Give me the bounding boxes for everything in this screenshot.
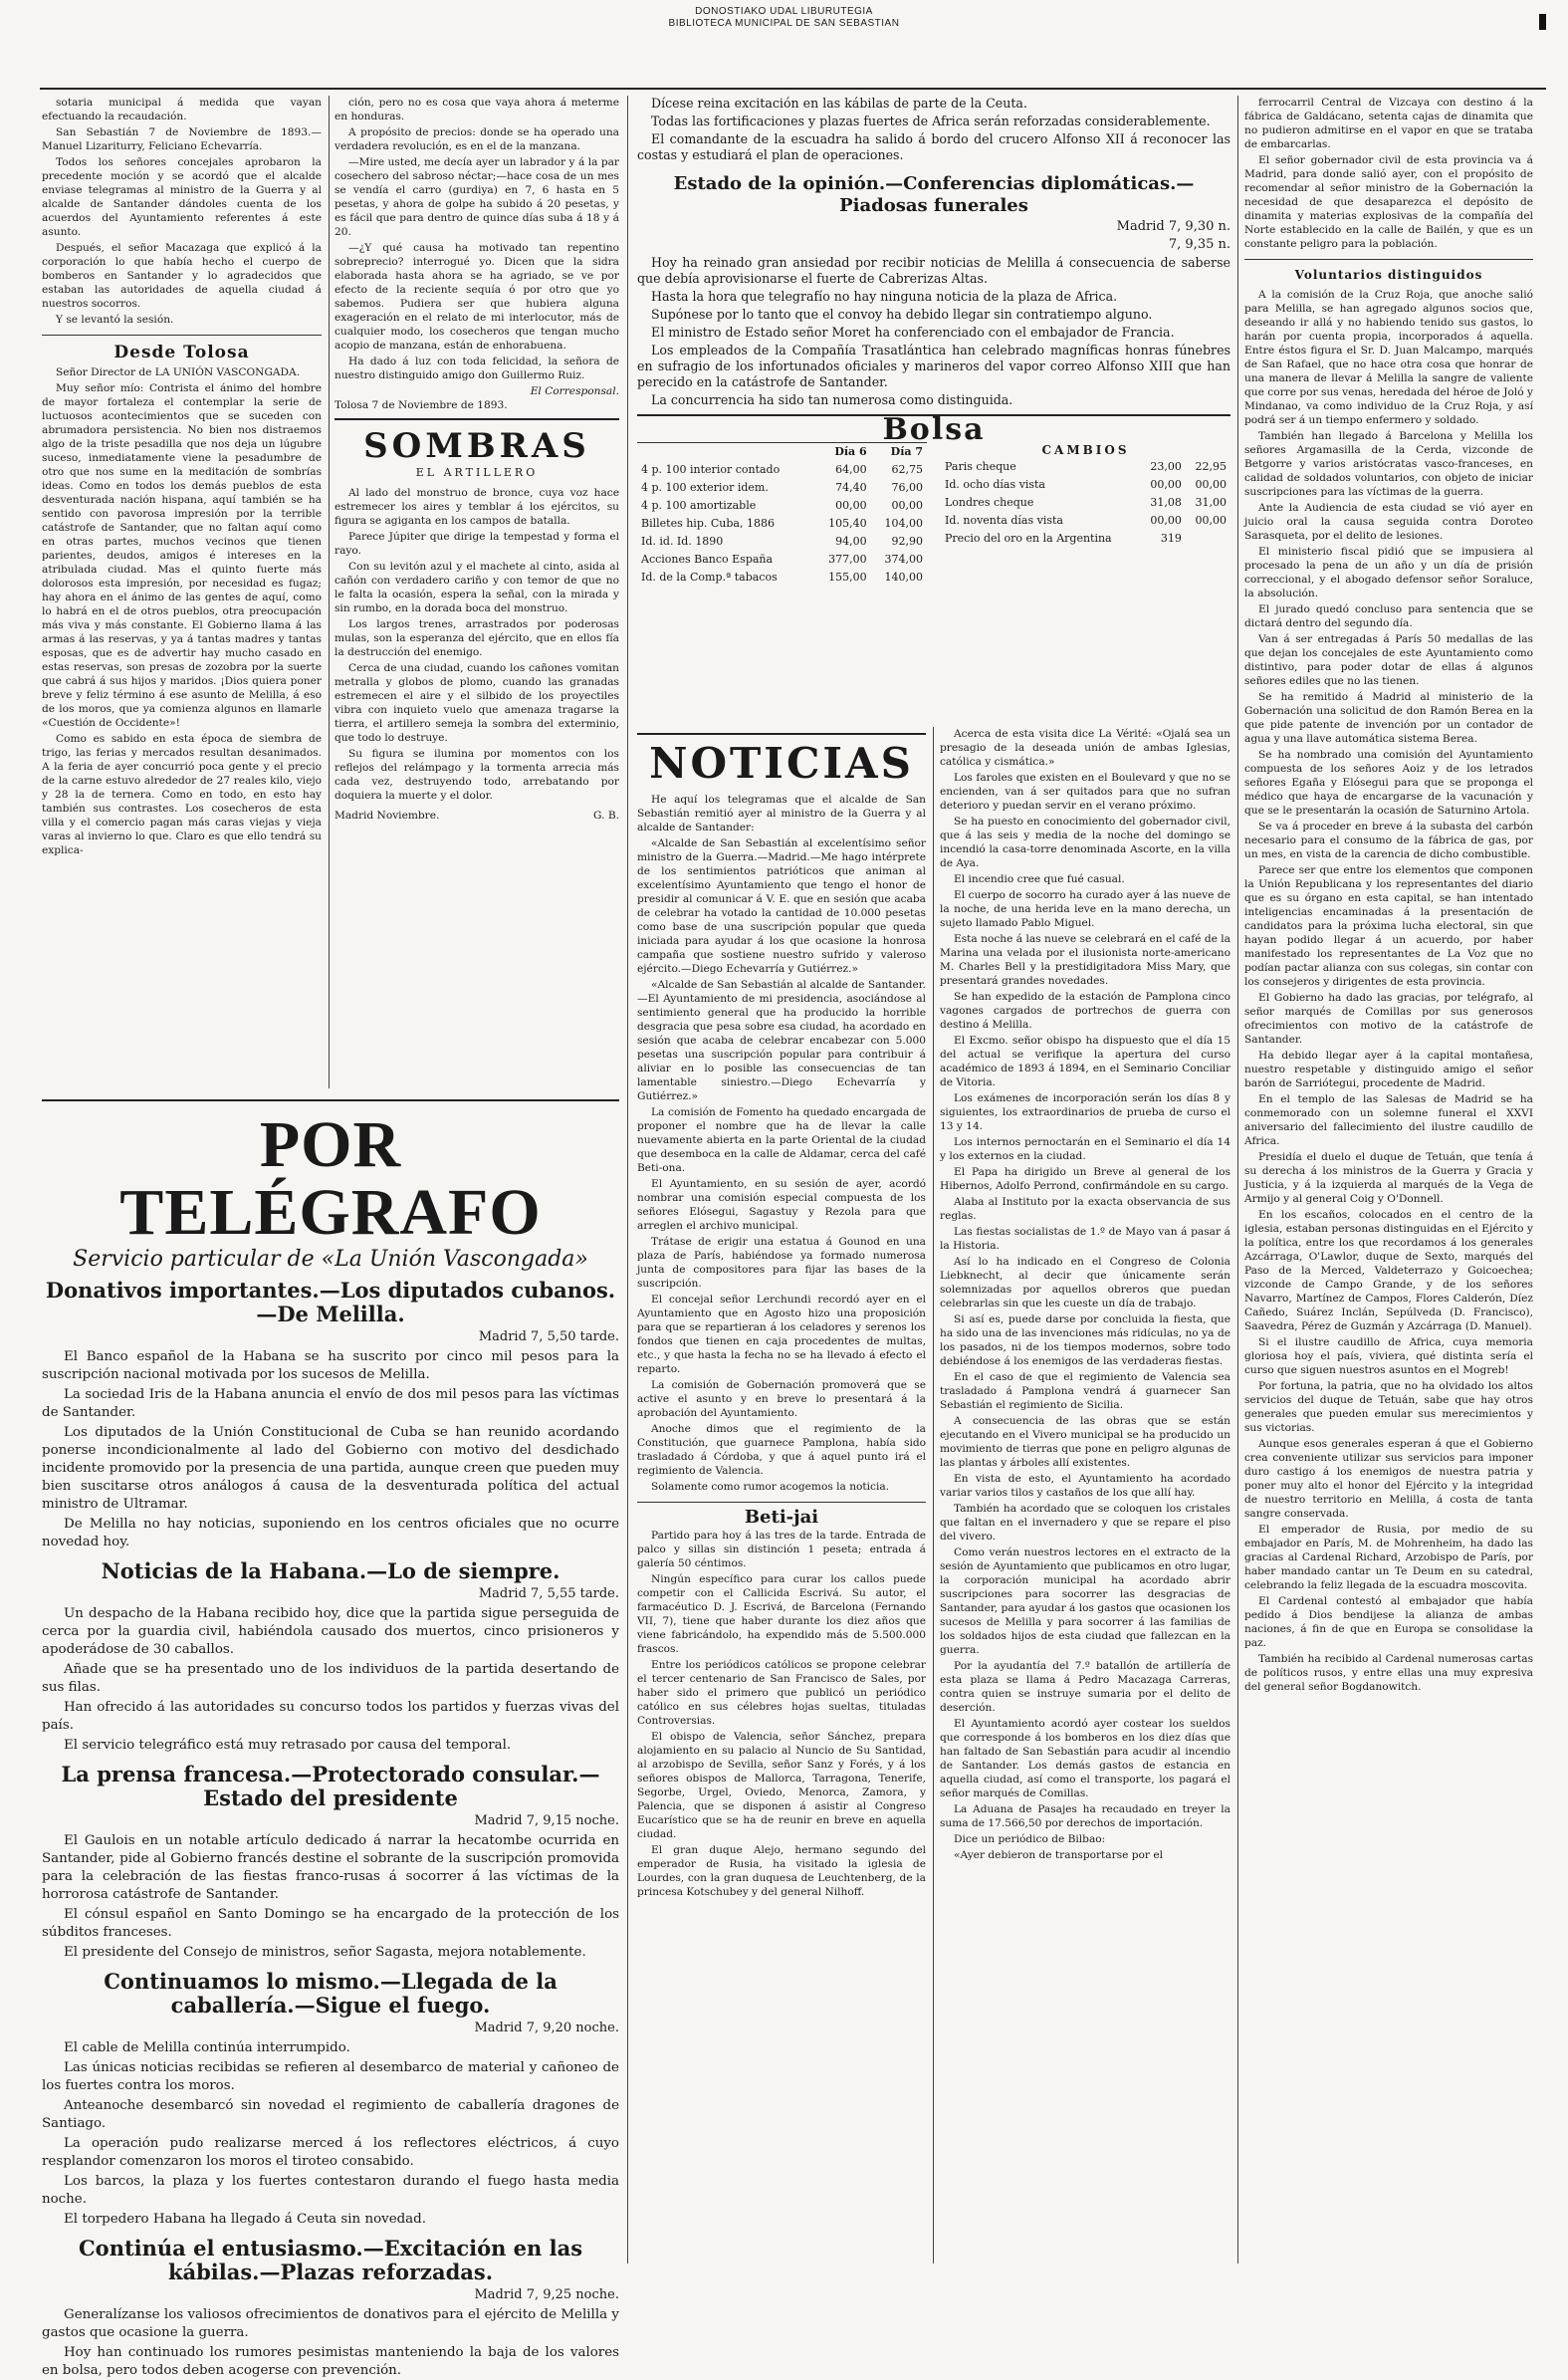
paragraph: Se ha nombrado una comisión del Ayuntamiento compuesta de los señores Aoiz y de los letrados señores Egaña y Elósegui para que se proponga el médico que haya de encargarse de la vacunación y que se le presentarán la ocasión de Saturnino Artola. [1244, 749, 1533, 817]
sombras-body [335, 486, 619, 803]
cambios-cell: 31,08 [1150, 496, 1182, 509]
telegram-paragraph: El cónsul español en Santo Domingo se ha encargado de la protección de los súbditos franceses. [42, 1907, 619, 1940]
paragraph: —¿Y qué causa ha motivado tan repentino sobreprecio? interrogué yo. Dicen que la sidra elaborada hasta ahora se ha agriado, se ve por efecto de la reciente sequía ó por otro que yo sabemos. Pudiera ser que hubiera alguna exageración en el relato de mi interlocutor, más de cualquier modo, los cosecheros que tengan mucho acopio de manzana, están de enhorabuena. [335, 242, 619, 352]
cambios-cell: Precio del oro en la Argentina [945, 532, 1112, 545]
telegram-paragraph: Hoy han continuado los rumores pesimistas manteniendo la baja de los valores en bolsa, pero todos deben acogerse con prevención. [42, 2345, 619, 2378]
bolsa-cell: 155,00 [828, 571, 867, 584]
telegram-dateline: Madrid 7, 9,15 noche. [474, 1813, 619, 1828]
telegram-paragraph: Anteanoche desembarcó sin novedad el regimiento de caballería dragones de Santiago. [42, 2098, 619, 2131]
divider [42, 335, 322, 336]
bolsa-row [637, 569, 927, 587]
bolsa-table-header [637, 443, 927, 461]
bolsa-cell: Id. id. Id. 1890 [641, 535, 724, 548]
paragraph: El ministro de Estado señor Moret ha conferenciado con el embajador de Francia. [651, 325, 1175, 340]
paragraph: En el templo de las Salesas de Madrid se ha conmemorado con un solemne funeral el XXVI aniversario del fallecimiento del ilustre caudillo de Africa. [1244, 1093, 1533, 1147]
column-3-top-body [637, 96, 1231, 163]
paragraph: Si así es, puede darse por concluida la fiesta, que ha sido una de las invenciones más ridículas, no ya de los pasados, ni de los tiempos modernos, sobre todo debiéndose á los enemigos de las verdaderas fiestas. [940, 1313, 1231, 1367]
bolsa-row [637, 533, 927, 551]
bolsa-row [637, 551, 927, 569]
cambios-row [941, 458, 1231, 476]
paragraph: La comisión de Fomento ha quedado encargada de proponer el nombre que ha de llevar la calle nuevamente abierta en la parte Oriental de la ciudad que desemboca en la calle de Aldamar, cerca del café Beti-ona. [637, 1106, 926, 1174]
paragraph: Ha dado á luz con toda felicidad, la señora de nuestro distinguido amigo don Guillermo Ruiz. [335, 356, 619, 381]
paragraph: Las fiestas socialistas de 1.º de Mayo van á pasar á la Historia. [940, 1226, 1231, 1252]
bolsa-cell: 94,00 [835, 535, 867, 548]
estado-dateline-1: Madrid 7, 9,30 n. [1116, 219, 1231, 234]
cambios-row [941, 476, 1231, 494]
paragraph: Anoche dimos que el regimiento de la Constitución, que guarnece Pamplona, había sido trasladado á Córdoba, y que á aquel punto irá el regimiento de Valencia. [637, 1423, 926, 1477]
bolsa-cell: 140,00 [884, 571, 923, 584]
cambios-cell: Londres cheque [945, 496, 1034, 509]
edge-mark [1539, 14, 1546, 30]
telegram-dateline: Madrid 7, 9,25 noche. [474, 2287, 619, 2302]
paragraph: Parece Júpiter que dirige la tempestad y forma el rayo. [335, 531, 619, 557]
correspondent-signature: El Corresponsal. [530, 385, 619, 397]
paragraph: El obispo de Valencia, señor Sánchez, prepara alojamiento en su palacio al Nuncio de Su Santidad, al arzobispo de Sevilla, señor Sanz y Forés, y á los señores obispos de Mallorca, Tarragona, Tenerife, Segorbe, Urgel, Oviedo, Menorca, Zamora, y Palencia, que se disponen á asistir al Congreso Eucarístico que se ha de reunir en breve en aquella ciudad. [637, 1731, 926, 1840]
bolsa-row [637, 479, 927, 497]
beti-jai-body [637, 1529, 926, 1899]
paragraph: Ante la Audiencia de esta ciudad se vió ayer en juicio oral la causa seguida contra Doroteo Sarasqueta, por el delito de lesiones. [1244, 502, 1533, 542]
cambios-cell: Id. ocho días vista [945, 478, 1045, 491]
telegram-paragraph: El torpedero Habana ha llegado á Ceuta sin novedad. [64, 2212, 426, 2227]
telegram-paragraph: Los barcos, la plaza y los fuertes contestaron durando el fuego hasta media noche. [42, 2174, 619, 2207]
telegram-paragraph: Los diputados de la Unión Constitucional de Cuba se han reunido acordando ponerse incondicionalmente al lado del Gobierno con motivo del desdichado incidente promovido por la presencia de una partida, aunque creen que pueden muy bien suscitarse otros análogos á causa de la desventurada política del actual ministro de Ultramar. [42, 1425, 619, 1512]
paragraph: En vista de esto, el Ayuntamiento ha acordado variar varios tilos y castaños de los que allí hay. [940, 1473, 1231, 1499]
paragraph: También ha acordado que se coloquen los cristales que faltan en el invernadero y que se repare el piso del vivero. [940, 1503, 1231, 1543]
paragraph: El concejal señor Lerchundi recordó ayer en el Ayuntamiento que en Agosto hizo una proposición para que se repartieran á los celadores y serenos los fondos que tienen en caja procedentes de multas, etc., y que hasta la fecha no se ha llevado á efecto el reparto. [637, 1294, 926, 1375]
column-2 [335, 96, 619, 1083]
column-5 [940, 727, 1231, 2263]
estado-dateline-2: 7, 9,35 n. [1168, 237, 1231, 252]
cambios-cell: 00,00 [1150, 478, 1182, 491]
column-rule [329, 96, 330, 1088]
telegram-paragraph: Las únicas noticias recibidas se refieren al desembarco de material y cañoneo de los fuertes contra los moros. [42, 2060, 619, 2093]
paragraph: Los exámenes de incorporación serán los días 8 y siguientes, los extraordinarios de prueba de curso el 13 y 14. [940, 1092, 1231, 1132]
paragraph: Por fortuna, la patria, que no ha olvidado los altos servicios del duque de Tetuán, sabe que hay otros generales que pueden emular sus merecimientos y sus victorias. [1244, 1380, 1533, 1434]
paragraph: Por la ayudantía del 7.º batallón de artillería de esta plaza se llama á Pedro Macazaga Carreras, contra quien se instruye sumaria por el delito de deserción. [940, 1660, 1231, 1714]
cambios-cell: 00,00 [1195, 478, 1227, 491]
bolsa-cell: 4 p. 100 amortizable [641, 499, 757, 512]
bolsa-table-body [637, 461, 927, 587]
column-2-body [335, 96, 619, 382]
paragraph: Así lo ha indicado en el Congreso de Colonia Liebknecht, al decir que únicamente serán solemnizadas por aquellos obreros que puedan celebrarlas sin que les cueste un día de trabajo. [940, 1256, 1231, 1309]
paragraph: «Ayer debieron de transportarse por el [954, 1849, 1164, 1861]
paragraph: El jurado quedó concluso para sentencia que se dictará dentro del segundo día. [1244, 603, 1533, 629]
bolsa-cell: 00,00 [835, 499, 867, 512]
paragraph: Supónese por lo tanto que el convoy ha debido llegar sin contratiempo alguno. [651, 307, 1153, 322]
paragraph: Parece ser que entre los elementos que componen la Unión Republicana y los representantes del diario que es su órgano en esta capital, se han intentado inteligencias encaminadas á la presentación de candidatos para la próxima lucha electoral, sin que hayan podido llegar á un acuerdo, por haber manifestado los representantes de La Voz que no podían pactar alianza con sus colegas, sin contar con los consejeros y dirigentes de esta provincia. [1244, 864, 1533, 988]
divider [1244, 259, 1533, 260]
cambios-row [941, 512, 1231, 530]
bolsa-cell: 4 p. 100 interior contado [641, 463, 781, 476]
paragraph: Dícese reina excitación en las kábilas de parte de la Ceuta. [651, 96, 1027, 111]
paragraph: A consecuencia de las obras que se están ejecutando en el Vivero municipal se ha producido un movimiento de tierras que pone en peligro algunas de las plantas y árboles allí existentes. [940, 1415, 1231, 1469]
cambios-row [941, 530, 1231, 548]
paragraph: También han llegado á Barcelona y Melilla los señores Argamasilla de la Cerda, vizconde de Betgorre y varios aristócratas vasco-franceses, en calidad de soldados voluntarios, con objeto de iniciar suscripciones para las víctimas de la guerra. [1244, 430, 1533, 498]
paragraph: Alaba al Instituto por la exacta observancia de sus reglas. [940, 1196, 1231, 1222]
paragraph: Señor Director de LA UNIÓN VASCONGADA. [56, 366, 301, 378]
column-rule [933, 727, 934, 2263]
paragraph: Los largos trenes, arrastrados por poderosas mulas, son la esperanza del ejército, que en ellos fía la destrucción del enemigo. [335, 618, 619, 658]
bolsa-column-header [637, 443, 814, 461]
bolsa-row [637, 461, 927, 479]
cambios-cell: 319 [1160, 532, 1182, 545]
paragraph: El comandante de la escuadra ha salido á bordo del crucero Alfonso XII á reconocer las costas y estudiará el plan de operaciones. [637, 131, 1231, 162]
paragraph: Los faroles que existen en el Boulevard y que no se encienden, van á ser quitados para que no sufran deterioro y puedan servir en el verano próximo. [940, 772, 1231, 812]
paragraph: El Ayuntamiento acordó ayer costear los sueldos que corresponde á los bomberos en los diez días que han faltado de San Sebastián para acudir al incendio de Santander. Los demás gastos de estancia en aquella ciudad, así como el transporte, los pagará el señor marqués de Comillas. [940, 1718, 1231, 1799]
bolsa-cell: 64,00 [835, 463, 867, 476]
telegram-paragraph: De Melilla no hay noticias, suponiendo en los centros oficiales que no ocurre novedad hoy. [42, 1517, 619, 1549]
telegram-heading: La prensa francesa.—Protectorado consular.—Estado del presidente [61, 1762, 600, 1810]
bolsa-table-wrap [637, 442, 927, 587]
telegram-heading: Continúa el entusiasmo.—Excitación en las kábilas.—Plazas reforzadas. [78, 2236, 583, 2284]
column-6-top-body [1244, 96, 1533, 251]
telegram-paragraph: La sociedad Iris de la Habana anuncia el envío de dos mil pesos para las víctimas de Santander. [42, 1387, 619, 1420]
library-stamp-line1: DONOSTIAKO UDAL LIBURUTEGIA [695, 6, 873, 17]
divider [637, 1502, 926, 1503]
bolsa-cell: 74,40 [835, 481, 867, 494]
paragraph: Los empleados de la Compañía Trasatlántica han celebrado magníficas honras fúnebres en sufragio de los infortunados oficiales y marineros del vapor correo Alfonso XIII que han perecido en la catástrofe de Santander. [637, 343, 1231, 389]
paragraph: Entre los periódicos católicos se propone celebrar el tercer centenario de San Francisco de Sales, por haber sido el primero que publicó un periódico católico en sus célebres hojas sueltas, tituladas Controversias. [637, 1659, 926, 1727]
telegram-heading: Donativos importantes.—Los diputados cubanos.—De Melilla. [45, 1278, 616, 1326]
paragraph: En el caso de que el regimiento de Valencia sea trasladado á Pamplona vendrá á guarnecer San Sebastián el regimiento de Sicilia. [940, 1371, 1231, 1411]
paragraph: «Alcalde de San Sebastián al alcalde de Santander.—El Ayuntamiento de mi presidencia, asociándose al sentimiento general que ha producido la horrible desgracia que pesa sobre esa ciudad, ha acordado en sesión que acaba de celebrar encabezar con 5.000 pesetas una suscripción popular para contribuir á aliviar en lo posible las consecuencias de tan lamentable siniestro.—Diego Echevarría y Gutiérrez.» [637, 979, 926, 1102]
cambios-row [941, 494, 1231, 512]
bolsa-row [637, 497, 927, 515]
desde-tolosa-heading: Desde Tolosa [113, 343, 250, 362]
paragraph: —Mire usted, me decía ayer un labrador y á la par cosechero del sabroso néctar;—hace cosa de un mes se vendía el carro (gurdiya) en 7, 6 hasta en 5 pesetas, y ahora de golpe ha subido á 20 pesetas, y es fácil que para dentro de quince días suba á 18 y á 20. [335, 156, 619, 238]
telegram-heading: Continuamos lo mismo.—Llegada de la caballería.—Sigue el fuego. [104, 1969, 558, 2018]
telegram-paragraph: Han ofrecido á las autoridades su concurso todos los partidos y fuerzas vivas del país. [42, 1700, 619, 1733]
bolsa-table [637, 443, 927, 587]
paragraph: Ha debido llegar ayer á la capital montañesa, nuestro respetable y distinguido amigo el señor barón de Sarriótegui, procedente de Madrid. [1244, 1050, 1533, 1089]
paragraph: Como verán nuestros lectores en el extracto de la sesión de Ayuntamiento que publicamos en otro lugar, la corporación municipal ha acordado abrir suscripciones para socorrer las desgracias de Santander, para ayudar á los gastos que ocasionen los sucesos de Melilla y para socorrer á las familias de los soldados hijos de esta ciudad que fallezcan en la guerra. [940, 1547, 1231, 1656]
paragraph: El Papa ha dirigido un Breve al general de los Hibernos, Adolfo Perrond, confirmándole en su cargo. [940, 1166, 1231, 1192]
paragraph: He aquí los telegramas que el alcalde de San Sebastián remitió ayer al ministro de la Guerra y al alcalde de Santander: [637, 794, 926, 833]
paragraph: «Alcalde de San Sebastián al excelentísimo señor ministro de la Guerra.—Madrid.—Me hago intérprete de los sentimientos patrióticos que animan al excelentísimo Ayuntamiento que tengo el honor de presidir al comunicar á V. E. que en sesión que acaba de celebrar ha votado la cantidad de 10.000 pesetas como base de una suscripción popular que queda iniciada para ayudar á los que ocasione la honrosa campaña que sostiene nuestro sufrido y valeroso ejército.—Diego Echevarría y Gutiérrez.» [637, 837, 926, 975]
telegram-dateline: Madrid 7, 9,20 noche. [474, 2021, 619, 2035]
divider [42, 1099, 619, 1101]
paragraph: El Cardenal contestó al embajador que había pedido á Dios bendijese la alianza de ambas naciones, á fin de que en Europa se consolidase la paz. [1244, 1595, 1533, 1649]
cambios-cell: 31,00 [1195, 496, 1227, 509]
paragraph: El Ayuntamiento, en su sesión de ayer, acordó nombrar una comisión especial compuesta de los señores Elósegui, Sagastuy y Rezola para que arreglen el archivo municipal. [637, 1178, 926, 1232]
bolsa-cell: 76,00 [891, 481, 923, 494]
paragraph: Partido para hoy á las tres de la tarde. Entrada de palco y sillas sin distinción 1 peseta; entrada á galería 50 céntimos. [637, 1530, 926, 1569]
column-rule [627, 96, 628, 2263]
bolsa-row [637, 515, 927, 533]
noticias-body [637, 793, 926, 1494]
column-6 [1244, 96, 1533, 2263]
cambios-table-body [941, 458, 1231, 548]
cambios-table [941, 458, 1231, 548]
bolsa-cell: 00,00 [891, 499, 923, 512]
paragraph: Se ha remitido á Madrid al ministerio de la Gobernación una solicitud de don Ramón Berea en la que pide patente de invención por un contador de agua y una llave automática sistema Berea. [1244, 691, 1533, 745]
por-telegrafo-title: POR TELÉGRAFO [119, 1108, 542, 1249]
paragraph: Hasta la hora que telegrafío no hay ninguna noticia de la plaza de Africa. [651, 289, 1118, 304]
paragraph: Su figura se ilumina por momentos con los reflejos del relámpago y la tormenta arrecia más cada vez, destruyendo todo, arrebatando por doquiera la muerte y el dolor. [335, 748, 619, 802]
estado-body [637, 255, 1231, 408]
telegram-paragraph: La operación pudo realizarse merced á los reflectores eléctricos, á cuyo resplandor comenzaron los moros el tiroteo consabido. [42, 2136, 619, 2169]
paragraph: Acerca de esta visita dice La Vérité: «Ojalá sea un presagio de la deseada unión de ambas Iglesias, católica y cismática.» [940, 728, 1231, 768]
paragraph: sotaria municipal á medida que vayan efectuando la recaudación. [42, 97, 322, 122]
paragraph: Si el ilustre caudillo de Africa, cuya memoria gloriosa hoy el país, viviera, qué distinta sería el curso que siguen nuestros asuntos en el Mogreb! [1244, 1336, 1533, 1376]
paragraph: El emperador de Rusia, por medio de su embajador en París, M. de Mohrenheim, ha dado las gracias al Cardenal Richard, Arzobispo de París, por haber mandado cantar un Te Deum en su catedral, celebrando la feliz llegada de la escuadra moscovita. [1244, 1524, 1533, 1591]
bolsa-column-header: Día 6 [834, 445, 867, 458]
paragraph: Solamente como rumor acogemos la noticia. [651, 1481, 890, 1493]
paragraph: Dice un periódico de Bilbao: [954, 1833, 1106, 1845]
cambios-cell: Paris cheque [945, 460, 1016, 473]
paragraph: Van á ser entregadas á París 50 medallas de las que dejan los concejales de este Ayuntamiento como distintivo, para poder dotar de ellas á algunos señores ediles que no las tienen. [1244, 633, 1533, 687]
paragraph: Se han expedido de la estación de Pamplona cinco vagones cargados de portrechos de guerra con destino á Melilla. [940, 991, 1231, 1031]
divider [637, 733, 926, 735]
bolsa-cell: 105,40 [828, 517, 867, 530]
cambios-cell: 23,00 [1150, 460, 1182, 473]
telegram-paragraph: Generalízanse los valiosos ofrecimientos de donativos para el ejército de Melilla y gastos que ocasione la guerra. [42, 2307, 619, 2340]
sombras-footer [335, 809, 619, 823]
voluntarios-body [1244, 288, 1533, 1694]
bolsa-cell: 374,00 [884, 553, 923, 566]
paragraph: Después, el señor Macazaga que explicó á la corporación lo que había hecho el cuerpo de bomberos en Santander y lo agradecidos que estaban las autoridades de aquella ciudad á nuestros socorros. [42, 242, 322, 310]
paragraph: El gran duque Alejo, hermano segundo del emperador de Rusia, ha visitado la iglesia de Lourdes, con la gran duquesa de Leuchtenberg, de la princesa Kotschubey y del general Nilhoff. [637, 1844, 926, 1898]
paragraph: Todos los señores concejales aprobaron la precedente moción y se acordó que el alcalde enviase telegramas al ministro de la Guerra y al alcalde de Santander dándoles cuenta de los acuerdos del Ayuntamiento referentes á este asunto. [42, 156, 322, 238]
telegrafo-sections [42, 1279, 619, 2380]
paragraph: La Aduana de Pasajes ha recaudado en treyer la suma de 17.566,50 por derechos de importación. [940, 1803, 1231, 1829]
paragraph: El incendio cree que fué casual. [954, 873, 1125, 885]
telegram-heading: Noticias de la Habana.—Lo de siempre. [101, 1558, 560, 1583]
paragraph: El cuerpo de socorro ha curado ayer á las nueve de la noche, de una herida leve en la mano derecha, un sujeto llamado Pablo Miguel. [940, 889, 1231, 929]
el-artillero-subheading: EL ARTILLERO [415, 466, 539, 479]
paragraph: En los escaños, colocados en el centro de la iglesia, estaban personas distinguidas en el Ejército y la política, entre los que recordamos á los generales Azcárraga, O'Lawlor, duque de Sexto, marqués del Paso de la Merced, Valdeterrazo y Goicoechea; vizconde de Campo Grande, y de los señores Navarro, Martínez de Campos, Flores Calderón, Díez Cañedo, Suárez Inclán, Sepúlveda (D. Francisco), Saavedra, Pérez de Guzmán y Azcárraga (D. Manuel). [1244, 1209, 1533, 1332]
desde-tolosa-body [42, 365, 322, 857]
telegram-paragraph: El cable de Melilla continúa interrumpido. [64, 2040, 350, 2055]
paragraph: ción, pero no es cosa que vaya ahora á meterme en honduras. [335, 97, 619, 122]
paragraph: Ningún específico para curar los callos puede competir con el Callicida Escrivá. Su autor, el farmacéutico D. J. Escrivá, de Barcelona (Fernando VII, 7), tiene que haber durante los diez años que viene fabricándolo, ha expendido más de 5.500.000 frascos. [637, 1573, 926, 1655]
cambios-cell [1186, 530, 1231, 548]
paragraph: También ha recibido al Cardenal numerosas cartas de políticos rusos, y entre ellas una muy expresiva del general señor Bogdanowitch. [1244, 1653, 1533, 1693]
por-telegrafo-section [42, 1093, 619, 2378]
library-stamp-line2: BIBLIOTECA MUNICIPAL DE SAN SEBASTIAN [668, 18, 900, 29]
paragraph: ferrocarril Central de Vizcaya con destino á la fábrica de Galdácano, setenta cajas de dinamita que no pudieron admitirse en el vapor en que se trataba de embarcarlas. [1244, 97, 1533, 150]
column-5-body [940, 727, 1231, 1862]
cambios-cell: 00,00 [1195, 514, 1227, 527]
top-rule [40, 88, 1546, 90]
bolsa-cell: 4 p. 100 exterior idem. [641, 481, 769, 494]
paragraph: El Gobierno ha dado las gracias, por telégrafo, al señor marqués de Comillas por sus generosos ofrecimientos con motivo de la catástrofe de Santander. [1244, 992, 1533, 1046]
noticias-column [637, 727, 926, 2263]
column-3-top [637, 96, 1231, 720]
paragraph: El ministerio fiscal pidió que se impusiera al procesado la pena de un año y un día de prisión correccional, y el abogado defensor señor Soraluce, la absolución. [1244, 546, 1533, 599]
sombras-signature: G. B. [593, 810, 619, 822]
paragraph: A propósito de precios: donde se ha operado una verdadera revolución, es en el de la manzana. [335, 126, 619, 152]
bolsa-cell: Billetes hip. Cuba, 1886 [641, 517, 775, 530]
cambios-table-wrap [941, 442, 1231, 587]
paragraph: El señor gobernador civil de esta provincia va á Madrid, para donde salió ayer, con el propósito de recomendar al señor ministro de la Gobernación la necesidad de que desaparezca el depósito de dinamita y materias explosivas de la compañía del Norte establecido en la calle de Bailén, y que es un constante peligro para la población. [1244, 154, 1533, 250]
paragraph: Al lado del monstruo de bronce, cuya voz hace estremecer los aires y temblar á los ejércitos, su figura se agiganta en los campos de batalla. [335, 487, 619, 527]
cambios-heading: CAMBIOS [1041, 443, 1130, 457]
telegram-paragraph: Un despacho de la Habana recibido hoy, dice que la partida sigue perseguida de cerca por la guardia civil, habiéndola causado dos muertos, cinco prisioneros y apoderádose de 30 caballos. [42, 1606, 619, 1657]
paragraph: La comisión de Gobernación promoverá que se active el asunto y en breve lo presentará á la aprobación del Ayuntamiento. [637, 1379, 926, 1419]
telegram-paragraph: El presidente del Consejo de ministros, señor Sagasta, mejora notablemente. [64, 1945, 586, 1960]
telegram-paragraph: Añade que se ha presentado uno de los individuos de la partida desertando de sus filas. [42, 1662, 619, 1695]
sombras-heading: SOMBRAS [363, 426, 590, 466]
paragraph: Los internos pernoctarán en el Seminario el día 14 y los externos en la ciudad. [940, 1136, 1231, 1162]
divider [335, 418, 619, 420]
por-telegrafo-subtitle: Servicio particular de «La Unión Vascongada» [73, 1247, 588, 1272]
library-stamp [0, 6, 1568, 30]
column-1-intro [42, 96, 322, 327]
paragraph: La concurrencia ha sido tan numerosa como distinguida. [651, 392, 1013, 407]
telegram-dateline: Madrid 7, 5,50 tarde. [478, 1329, 619, 1344]
bolsa-heading: Bolsa [882, 412, 986, 447]
paragraph: Presidía el duelo el duque de Tetuán, que tenía á su derecha á los ministros de la Guerra y Gracia y Justicia, y á la izquierda al marqués de la Vega de Armijo y al general Coig y O'Donnell. [1244, 1151, 1533, 1205]
paragraph: Aunque esos generales esperan á que el Gobierno crea conveniente utilizar sus servicios para imponer duro castigo á los enemigos de nuestra patria y poner muy alto el honor del Ejército y la integridad de nuestro territorio en Melilla, á costa de tanta sangre conservada. [1244, 1438, 1533, 1520]
paragraph: San Sebastián 7 de Noviembre de 1893.—Manuel Lizariturry, Feliciano Echevarría. [42, 126, 322, 152]
bolsa-cell: Acciones Banco España [641, 553, 774, 566]
paragraph: A la comisión de la Cruz Roja, que anoche salió para Melilla, se han agregado algunos socios que, deseando ir allá y no habiendo tenido sus gastos, lo harán por cuenta propia, incorporados á aquella. Entre éstos figura el Sr. D. Juan Malcampo, marqués de San Rafael, que no hace otra cosa que honrar de una manera de llevar á Melilla la sangre de valiente que corre por sus venas, heredada del héroe de Joló y Mindanao, va como individuo de la Cruz Roja, y así podrá ser á un tiempo enfermero y soldado. [1244, 289, 1533, 426]
paragraph: Se va á proceder en breve á la subasta del carbón necesario para el consumo de la fábrica de gas, por un mes, en vista de la carencia de dicho combustible. [1244, 821, 1533, 860]
cambios-cell: 22,95 [1195, 460, 1227, 473]
bolsa-tables [637, 442, 1231, 587]
cambios-cell: 00,00 [1150, 514, 1182, 527]
paragraph: Esta noche á las nueve se celebrará en el café de la Marina una velada por el ilusionista norte-americano M. Charles Bell y la prestidigitadora Miss Mary, que presentará grandes novedades. [940, 933, 1231, 987]
paragraph: El Excmo. señor obispo ha dispuesto que el día 15 del actual se verifique la apertura del curso académico de 1893 á 1894, en el Seminario Conciliar de Vitoria. [940, 1035, 1231, 1088]
paragraph: Trátase de erigir una estatua á Gounod en una plaza de París, habiéndose ya formado numerosa junta de compositores para fijar las bases de la suscripción. [637, 1236, 926, 1290]
paragraph: Se ha puesto en conocimiento del gobernador civil, que á las seis y media de la noche del domingo se incendió la casa-torre denominada Ascorte, en la villa de Aya. [940, 816, 1231, 869]
paragraph: Con su levitón azul y el machete al cinto, asida al cañón con verdadero cariño y con temor de que no le falta la ocasión, espera la señal, con la mirada y sin rumbo, en la dorada boca del monstruo. [335, 561, 619, 614]
telegram-paragraph: El Banco español de la Habana se ha suscrito por cinco mil pesos para la suscripción nacional motivada por los sucesos de Melilla. [42, 1349, 619, 1382]
bolsa-cell: 62,75 [891, 463, 923, 476]
sombras-date: Madrid Noviembre. [335, 810, 440, 822]
bolsa-column-header: Día 7 [890, 445, 923, 458]
beti-jai-heading: Beti-jai [744, 1507, 819, 1528]
bolsa-cell: 377,00 [828, 553, 867, 566]
tolosa-dateline: Tolosa 7 de Noviembre de 1893. [335, 399, 508, 411]
noticias-heading: NOTICIAS [649, 739, 914, 788]
telegram-paragraph: El Gaulois en un notable artículo dedicado á narrar la hecatombe ocurrida en Santander, pide al Gobierno francés destine el sobrante de la suscripción promovida para la celebración de las fiestas franco-rusas á socorrer á las víctimas de la horrorosa catástrofe de Santander. [42, 1833, 619, 1902]
paragraph: Cerca de una ciudad, cuando los cañones vomitan metralla y globos de plomo, cuando las granadas estremecen el aire y el silbido de los proyectiles vibra con inquieto vuelo que amenaza tragarse la tierra, el artillero semeja la sombra del exterminio, que todo lo destruye. [335, 662, 619, 744]
telegram-dateline: Madrid 7, 5,55 tarde. [478, 1586, 619, 1601]
voluntarios-heading: Voluntarios distinguidos [1294, 268, 1483, 282]
paragraph: Y se levantó la sesión. [56, 314, 174, 326]
column-rule [1237, 96, 1238, 2263]
paragraph: Hoy ha reinado gran ansiedad por recibir noticias de Melilla á consecuencia de saberse que debía aprovisionarse el fuerte de Cabrerizas Altas. [637, 255, 1231, 286]
paragraph: Todas las fortificaciones y plazas fuertes de Africa serán reforzadas considerablemente. [651, 114, 1211, 128]
paragraph: Como es sabido en esta época de siembra de trigo, las ferias y mercados resultan desanimados. A la feria de ayer concurrió poca gente y el precio de la carne estuvo alrededor de 27 reales kilo, viejo y 28 la de ternera. Como en todo, en esto hay también sus contrastes. Los cosecheros de esta villa y el comercio pagan más caras viejas y vieja varas al invierno lo que. Claro es que ello tendrá su explica- [42, 733, 322, 856]
paragraph: Muy señor mío: Contrista el ánimo del hombre de mayor fortaleza el contemplar la serie de luctuosos acontecimientos que se suceden con abrumadora persistencia. No bien nos distraemos algo de la triste pesadilla que nos deja un lúgubre suceso, inmediatamente viene la pesadumbre de otro que nos sume en la meditación de sombrías ideas. Como en todos los demás pueblos de esta desventurada nación hispana, aquí también se ha sentido con pavorosa impresión por la terrible catástrofe de Santander, que no faltan aquí como en otras partes, muchos vecinos que tienen parientes, deudos, amigos é intereses en la atribulada ciudad. Mas el quinto fuerte más dolorosos esta impresión, por necesidad es fugaz; hay ahora en el ánimo de las gentes de aquí, como lo habrá en el de otros pueblos, otra preocupación más viva y más constante. El Gobierno llama á las armas á las reservas, y ya á tantas madres y tantas esposas, que es de advertir hay mucho casado en estas reservas, son presas de zozobra por la suerte que cabrá á sus hijos y maridos. ¡Dios quiera poner breve y feliz término á ese asunto de Melilla, á eso de los moros, que ya comienza algunos en llamarle «Cuestión de Occidente»! [42, 382, 322, 729]
bolsa-cell: 104,00 [884, 517, 923, 530]
cambios-cell: Id. noventa días vista [945, 514, 1063, 527]
bolsa-cell: 92,90 [891, 535, 923, 548]
telegram-paragraph: El servicio telegráfico está muy retrasado por causa del temporal. [64, 1738, 512, 1753]
estado-opinion-heading: Estado de la opinión.—Conferencias diplomáticas.—Piadosas funerales [673, 173, 1195, 216]
bolsa-cell: Id. de la Comp.ª tabacos [641, 571, 778, 584]
